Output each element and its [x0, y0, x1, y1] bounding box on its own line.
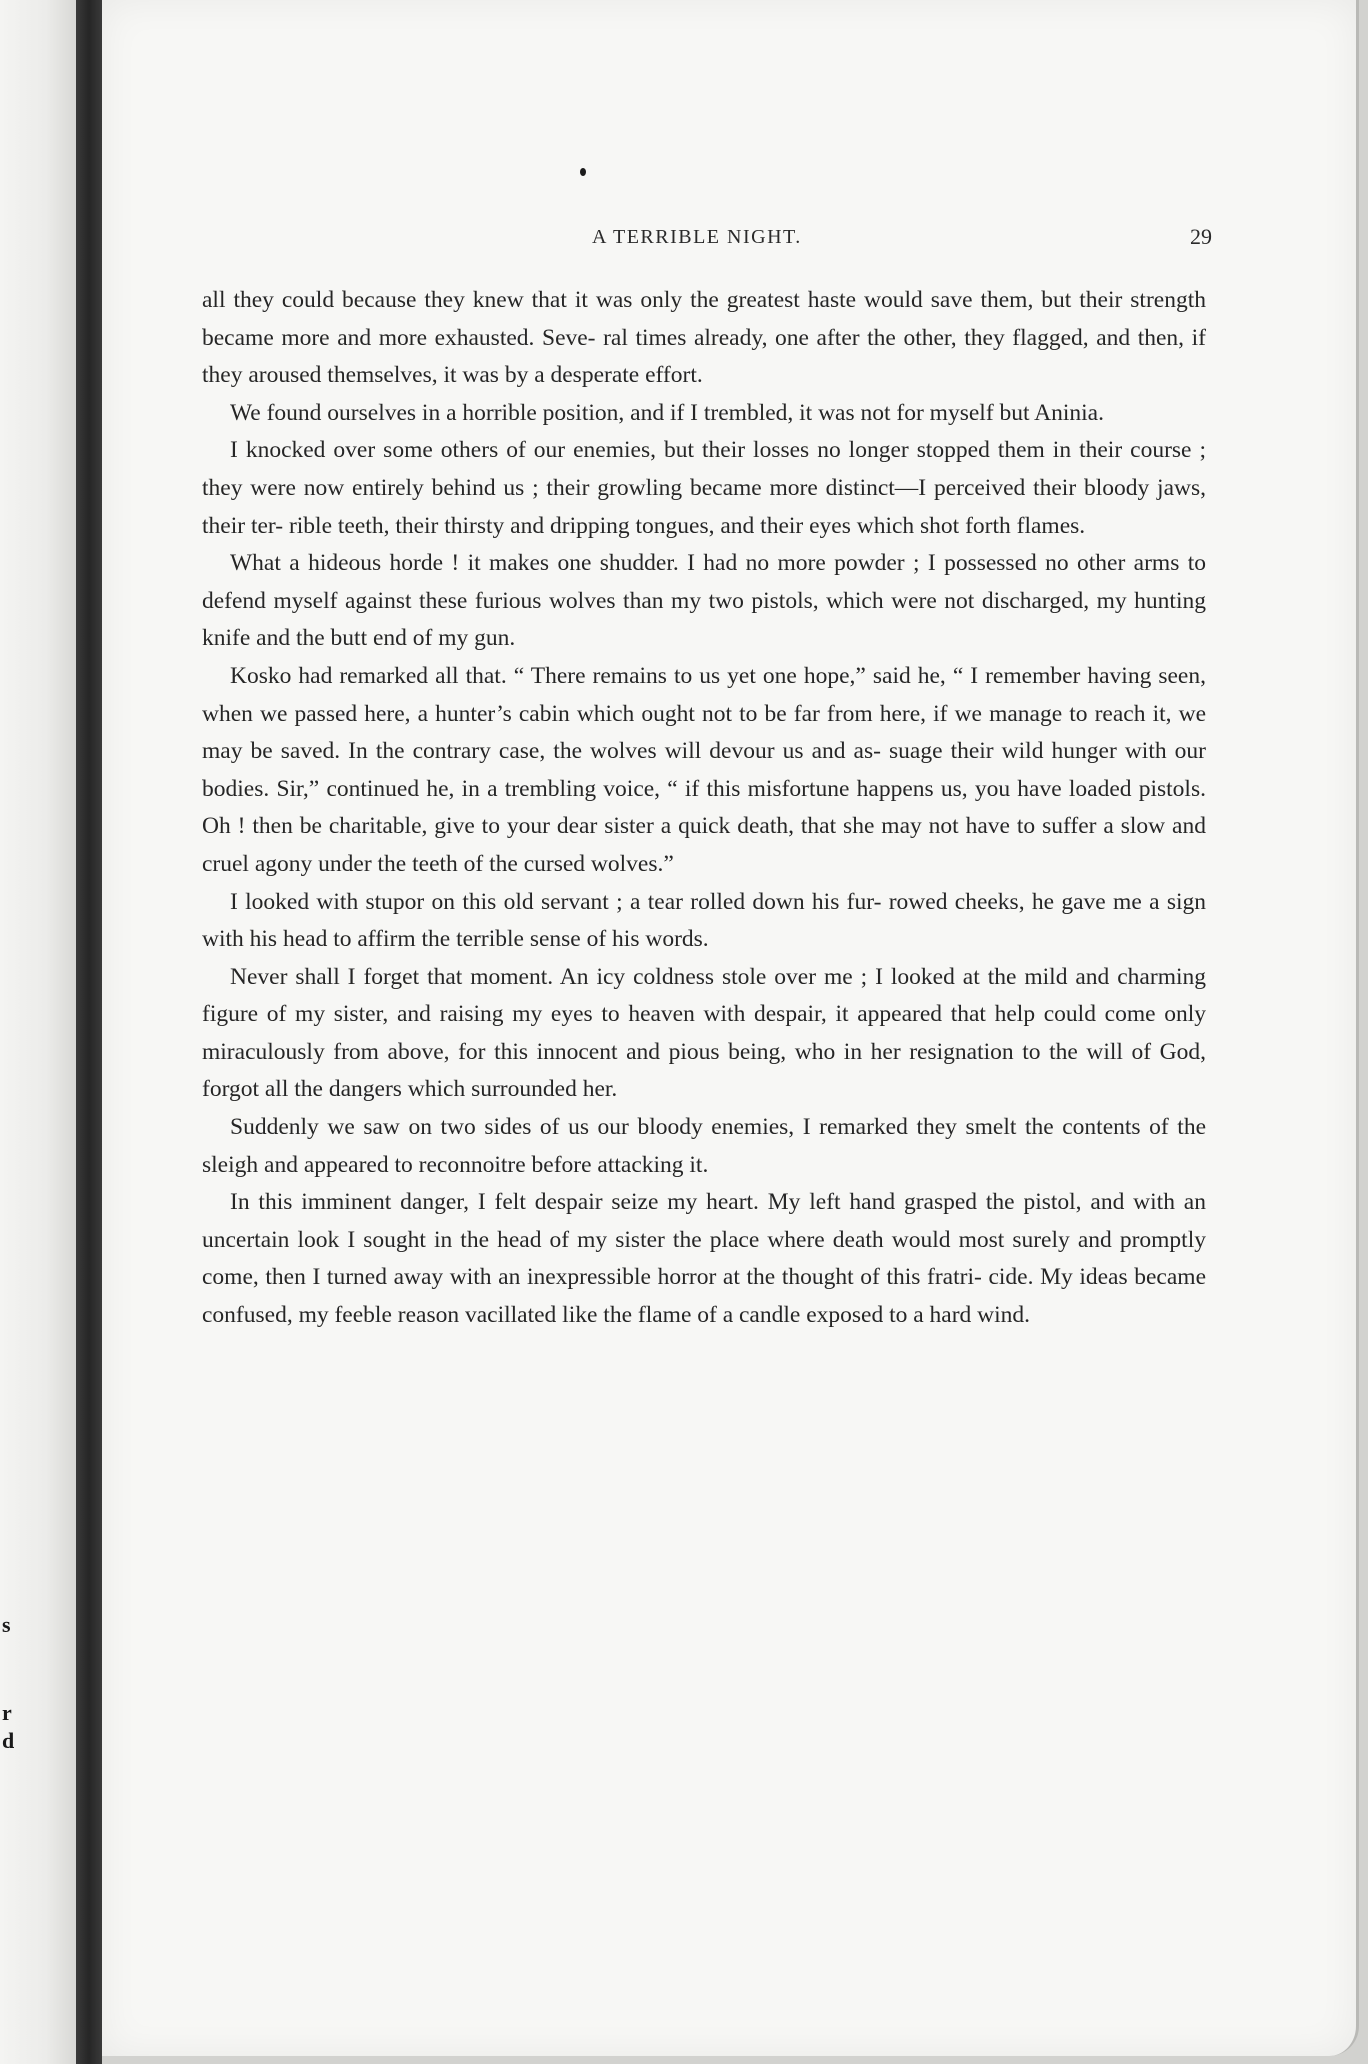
paragraph: I knocked over some others of our enemies, but their losses no longer stopped them in their course ; they were now entirely behind us ; their growling became more distinct—I perceived their bloody jaws, their ter- rible teeth, their thirsty and dripping tongues, and their eyes which shot forth flames.: [202, 437, 1206, 539]
book-page: [102, 0, 1359, 2056]
paragraph: all they could because they knew that it was only the greatest haste would save them, but their strength became more and more exhausted. Seve- ral times already, one after the other, they flagged, and then, if they aroused themselves, it was by a desperate effort.: [202, 287, 1206, 389]
paragraph: Never shall I forget that moment. An icy coldness stole over me ; I looked at the mild and charming figure of my sister, and raising my eyes to heaven with despair, it appeared that help could come only miraculously from above, for this innocent and pious being, who in her resignation to the will of God, forgot all the dangers which surrounded her.: [202, 963, 1206, 1103]
margin-mark: d: [2, 1728, 15, 1753]
paragraph: In this imminent danger, I felt despair seize my heart. My left hand grasped the pistol, and with an uncertain look I sought in the head of my sister the place where death would most surely and promptly come, then I turned away with an inexpressible horror at the thought of this fratri- cide. My ideas became confused, my feeble reason vacillated like the flame of a candle exposed to a hard wind.: [202, 1189, 1206, 1329]
running-head: [202, 226, 1212, 260]
paragraph: What a hideous horde ! it makes one shudder. I had no more powder ; I possessed no other arms to defend myself against these furious wolves than my two pistols, which were not discharged, my hunting knife and the butt end of my gun.: [202, 550, 1206, 652]
margin-mark: r: [2, 1700, 12, 1725]
paragraph: Suddenly we saw on two sides of us our bloody enemies, I remarked they smelt the contents of the sleigh and appeared to reconnoitre before attacking it.: [202, 1114, 1206, 1178]
paragraph: We found ourselves in a horrible position, and if I trembled, it was not for myself but Aninia.: [230, 399, 1104, 426]
paragraph: I looked with stupor on this old servant ; a tear rolled down his fur- rowed cheeks, he gave me a sign with his head to affirm the terrible sense of his words.: [202, 888, 1206, 953]
running-title: A TERRIBLE NIGHT.: [592, 226, 802, 248]
book-spine: [76, 0, 102, 2064]
facing-page-margin: [0, 0, 76, 2064]
page-number: 29: [1190, 224, 1212, 249]
paragraph: Kosko had remarked all that. “ There remains to us yet one hope,” said he, “ I remember having seen, when we passed here, a hunter’s cabin which ought not to be far from here, if we manage to reach it, we may be saved. In the contrary case, the wolves will devour us and as- suage their wild hunger with our bodies. Sir,” continued he, in a trembling voice, “ if this misfortune happens us, you have loaded pistols. Oh ! then be charitable, give to your dear sister a quick death, that she may not have to suffer a slow and cruel agony under the teeth of the cursed wolves.”: [202, 662, 1206, 877]
ink-fleck: [580, 168, 586, 176]
body-text: [202, 282, 1206, 1335]
margin-mark: s: [2, 1612, 11, 1637]
